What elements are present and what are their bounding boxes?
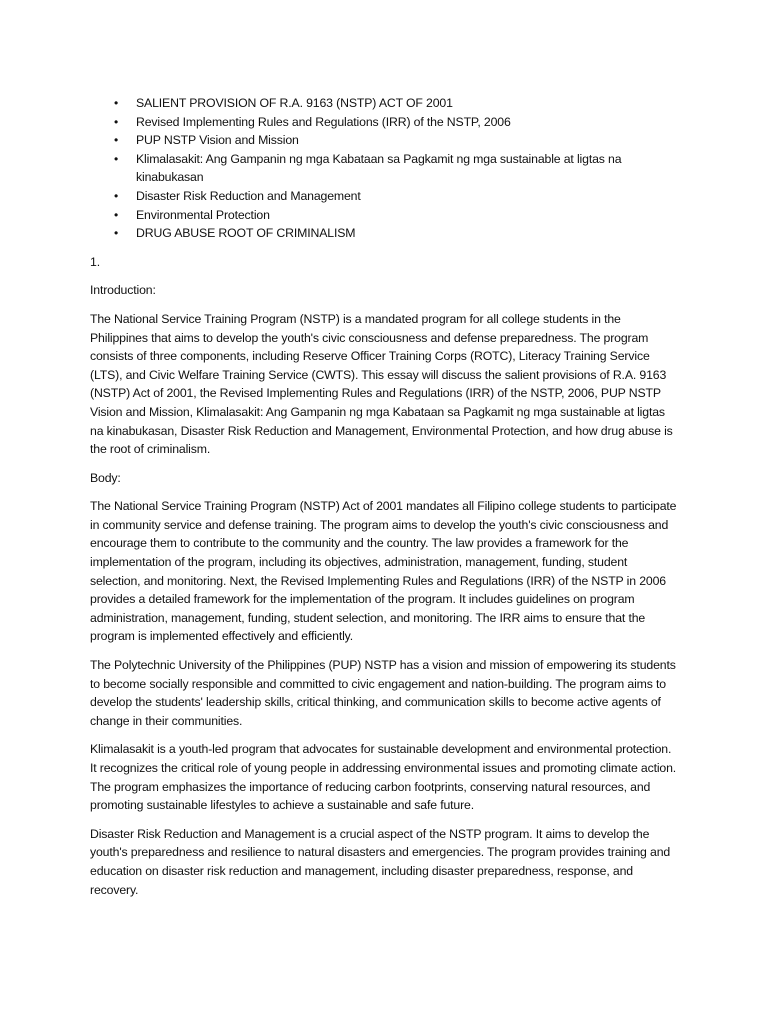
list-item bbox=[90, 94, 680, 113]
body-paragraph: Disaster Risk Reduction and Management is a crucial aspect of the NSTP program. It aims to develop the youth's preparedness and resilience to natural disasters and emergencies. The program provides training and education on disaster risk reduction and management, including disaster preparedness, response, and recovery. bbox=[90, 826, 671, 897]
list-item-text: Klimalasakit: Ang Gampanin ng mga Kabataan sa Pagkamit ng mga sustainable at ligtas na kinabukasan bbox=[136, 151, 622, 185]
document-content bbox=[90, 94, 680, 909]
bullet-icon: • bbox=[114, 188, 119, 203]
body-paragraph: The Polytechnic University of the Philippines (PUP) NSTP has a vision and mission of empowering its students to become socially responsible and committed to civic engagement and nation-building. The program aims to develop the students' leadership skills, critical thinking, and communication skills to become active agents of change in their communities. bbox=[90, 658, 676, 728]
body-paragraph: The National Service Training Program (NSTP) Act of 2001 mandates all Filipino college students to participate in community service and defense training. The program aims to develop the youth's civic consciousness and encourage them to contribute to the community and the country. The law provides a framework for the implementation of the program, including its objectives, administration, management, funding, student selection, and monitoring. Next, the Revised Implementing Rules and Regulations (IRR) of the NSTP in 2006 provides a detailed framework for the implementation of the program. It includes guidelines on program administration, management, funding, student selection, and monitoring. The IRR aims to ensure that the program is implemented effectively and efficiently. bbox=[90, 499, 677, 644]
bullet-icon: • bbox=[114, 114, 119, 129]
list-item-text: PUP NSTP Vision and Mission bbox=[136, 133, 299, 148]
list-item bbox=[90, 187, 680, 206]
list-item bbox=[90, 206, 680, 225]
bullet-icon: • bbox=[114, 96, 119, 110]
list-item-text: SALIENT PROVISION OF R.A. 9163 (NSTP) ACT OF 2001 bbox=[136, 96, 453, 110]
bullet-icon: • bbox=[114, 207, 119, 222]
list-item bbox=[90, 224, 680, 243]
list-item-text: DRUG ABUSE ROOT OF CRIMINALISM bbox=[136, 226, 356, 241]
body-paragraph: Klimalasakit is a youth-led program that advocates for sustainable development and environmental protection. It recognizes the critical role of young people in addressing environmental issues and promoting climate action. The program emphasizes the importance of reducing carbon footprints, conserving natural resources, and promoting sustainable lifestyles to achieve a sustainable and safe future. bbox=[90, 742, 677, 813]
list-item bbox=[90, 150, 680, 187]
body-heading: Body: bbox=[90, 470, 121, 485]
intro-heading: Introduction: bbox=[90, 283, 156, 298]
bullet-icon: • bbox=[114, 133, 119, 148]
bullet-icon: • bbox=[114, 226, 119, 241]
list-item-text: Revised Implementing Rules and Regulations (IRR) of the NSTP, 2006 bbox=[136, 114, 511, 129]
topic-list bbox=[90, 94, 680, 243]
list-item-text: Disaster Risk Reduction and Management bbox=[136, 188, 361, 203]
intro-paragraph: The National Service Training Program (NSTP) is a mandated program for all college students in the Philippines that aims to develop the youth's civic consciousness and defense preparedness. The program consists of three components, including Reserve Officer Training Corps (ROTC), Literacy Training Service (LTS), and Civic Welfare Training Service (CWTS). This essay will discuss the salient provisions of R.A. 9163 (NSTP) Act of 2001, the Revised Implementing Rules and Regulations (IRR) of the NSTP, 2006, PUP NSTP Vision and Mission, Klimalasakit: Ang Gampanin ng mga Kabataan sa Pagkamit ng mga sustainable at ligtas na kinabukasan, Disaster Risk Reduction and Management, Environmental Protection, and how drug abuse is the root of criminalism. bbox=[90, 311, 673, 457]
section-number: 1. bbox=[90, 254, 100, 269]
list-item bbox=[90, 131, 680, 150]
list-item bbox=[90, 113, 680, 132]
list-item-text: Environmental Protection bbox=[136, 207, 270, 222]
bullet-icon: • bbox=[114, 151, 119, 166]
